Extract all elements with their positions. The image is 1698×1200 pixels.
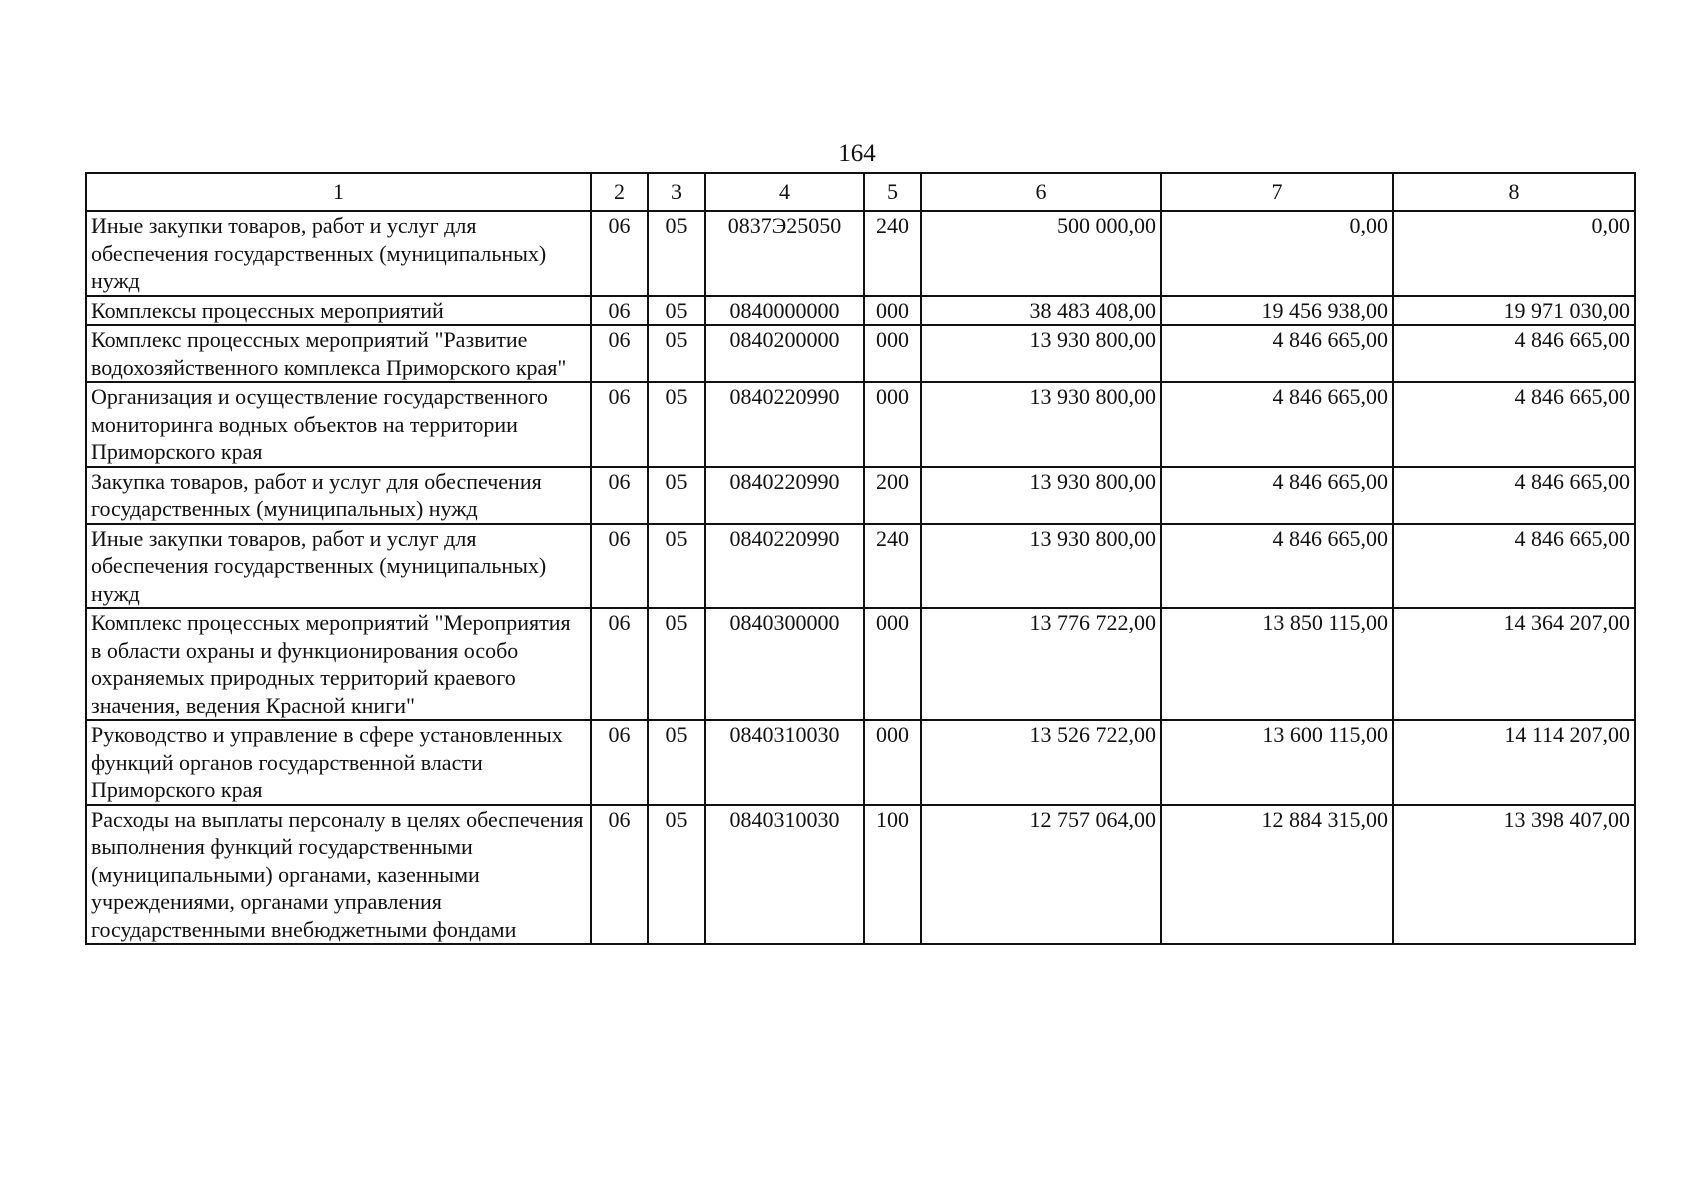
- amount-col6: 13 776 722,00: [921, 608, 1161, 720]
- expense-type-code: 200: [864, 467, 921, 524]
- amount-col6: 13 930 800,00: [921, 524, 1161, 609]
- column-header: 3: [648, 173, 705, 211]
- amount-col8: 4 846 665,00: [1393, 467, 1635, 524]
- header-row: [86, 173, 1635, 211]
- target-article-code: 0840310030: [705, 720, 864, 805]
- page-number: 164: [838, 140, 876, 167]
- table-row: [86, 467, 1635, 524]
- expense-type-code: 000: [864, 720, 921, 805]
- amount-col7: 4 846 665,00: [1161, 382, 1393, 467]
- target-article-code: 0840000000: [705, 296, 864, 326]
- section-code: 06: [591, 720, 648, 805]
- table-row: [86, 211, 1635, 296]
- amount-col7: 19 456 938,00: [1161, 296, 1393, 326]
- amount-col6: 13 526 722,00: [921, 720, 1161, 805]
- target-article-code: 0840220990: [705, 467, 864, 524]
- column-header: 6: [921, 173, 1161, 211]
- amount-col8: 14 114 207,00: [1393, 720, 1635, 805]
- target-article-code: 0840310030: [705, 805, 864, 945]
- section-code: 06: [591, 467, 648, 524]
- subsection-code: 05: [648, 608, 705, 720]
- amount-col8: 13 398 407,00: [1393, 805, 1635, 945]
- subsection-code: 05: [648, 524, 705, 609]
- amount-col8: 0,00: [1393, 211, 1635, 296]
- section-code: 06: [591, 211, 648, 296]
- table-row: [86, 608, 1635, 720]
- amount-col6: 12 757 064,00: [921, 805, 1161, 945]
- table-row: [86, 382, 1635, 467]
- target-article-code: 0840200000: [705, 325, 864, 382]
- budget-table: [85, 172, 1636, 945]
- amount-col7: 0,00: [1161, 211, 1393, 296]
- column-header: 4: [705, 173, 864, 211]
- subsection-code: 05: [648, 325, 705, 382]
- amount-col8: 19 971 030,00: [1393, 296, 1635, 326]
- amount-col8: 4 846 665,00: [1393, 524, 1635, 609]
- target-article-code: 0840220990: [705, 524, 864, 609]
- column-header: 7: [1161, 173, 1393, 211]
- section-code: 06: [591, 296, 648, 326]
- row-name: Комплекс процессных мероприятий "Развитие водохозяйственного комплекса Приморского края": [86, 325, 591, 382]
- subsection-code: 05: [648, 720, 705, 805]
- expense-type-code: 000: [864, 608, 921, 720]
- row-name: Комплекс процессных мероприятий "Мероприятия в области охраны и функционирования особо охраняемых природных территорий краевого значения, ведения Красной книги": [86, 608, 591, 720]
- row-name: Организация и осуществление государственного мониторинга водных объектов на территории Приморского края: [86, 382, 591, 467]
- amount-col7: 13 850 115,00: [1161, 608, 1393, 720]
- expense-type-code: 000: [864, 325, 921, 382]
- subsection-code: 05: [648, 296, 705, 326]
- amount-col8: 4 846 665,00: [1393, 382, 1635, 467]
- column-header: 8: [1393, 173, 1635, 211]
- target-article-code: 0840300000: [705, 608, 864, 720]
- subsection-code: 05: [648, 467, 705, 524]
- subsection-code: 05: [648, 805, 705, 945]
- amount-col6: 13 930 800,00: [921, 467, 1161, 524]
- row-name: Иные закупки товаров, работ и услуг для обеспечения государственных (муниципальных) нужд: [86, 524, 591, 609]
- row-name: Комплексы процессных мероприятий: [86, 296, 591, 326]
- subsection-code: 05: [648, 211, 705, 296]
- expense-type-code: 000: [864, 382, 921, 467]
- table-row: [86, 325, 1635, 382]
- column-header: 2: [591, 173, 648, 211]
- expense-type-code: 100: [864, 805, 921, 945]
- row-name: Закупка товаров, работ и услуг для обеспечения государственных (муниципальных) нужд: [86, 467, 591, 524]
- expense-type-code: 240: [864, 524, 921, 609]
- target-article-code: 0840220990: [705, 382, 864, 467]
- section-code: 06: [591, 524, 648, 609]
- amount-col6: 13 930 800,00: [921, 325, 1161, 382]
- column-header: 5: [864, 173, 921, 211]
- table-row: [86, 805, 1635, 945]
- amount-col8: 14 364 207,00: [1393, 608, 1635, 720]
- table-row: [86, 720, 1635, 805]
- row-name: Иные закупки товаров, работ и услуг для обеспечения государственных (муниципальных) нужд: [86, 211, 591, 296]
- amount-col7: 4 846 665,00: [1161, 467, 1393, 524]
- target-article-code: 0837Э25050: [705, 211, 864, 296]
- amount-col6: 38 483 408,00: [921, 296, 1161, 326]
- column-header: 1: [86, 173, 591, 211]
- amount-col7: 13 600 115,00: [1161, 720, 1393, 805]
- amount-col7: 4 846 665,00: [1161, 325, 1393, 382]
- amount-col7: 4 846 665,00: [1161, 524, 1393, 609]
- amount-col7: 12 884 315,00: [1161, 805, 1393, 945]
- row-name: Расходы на выплаты персоналу в целях обеспечения выполнения функций государственными (муниципальными) органами, казенными учреждениями, органами управления государственными внебюджетными фондами: [86, 805, 591, 945]
- amount-col6: 500 000,00: [921, 211, 1161, 296]
- section-code: 06: [591, 382, 648, 467]
- table-row: [86, 296, 1635, 326]
- section-code: 06: [591, 805, 648, 945]
- subsection-code: 05: [648, 382, 705, 467]
- section-code: 06: [591, 608, 648, 720]
- amount-col8: 4 846 665,00: [1393, 325, 1635, 382]
- expense-type-code: 240: [864, 211, 921, 296]
- section-code: 06: [591, 325, 648, 382]
- table-row: [86, 524, 1635, 609]
- row-name: Руководство и управление в сфере установленных функций органов государственной власти Приморского края: [86, 720, 591, 805]
- expense-type-code: 000: [864, 296, 921, 326]
- amount-col6: 13 930 800,00: [921, 382, 1161, 467]
